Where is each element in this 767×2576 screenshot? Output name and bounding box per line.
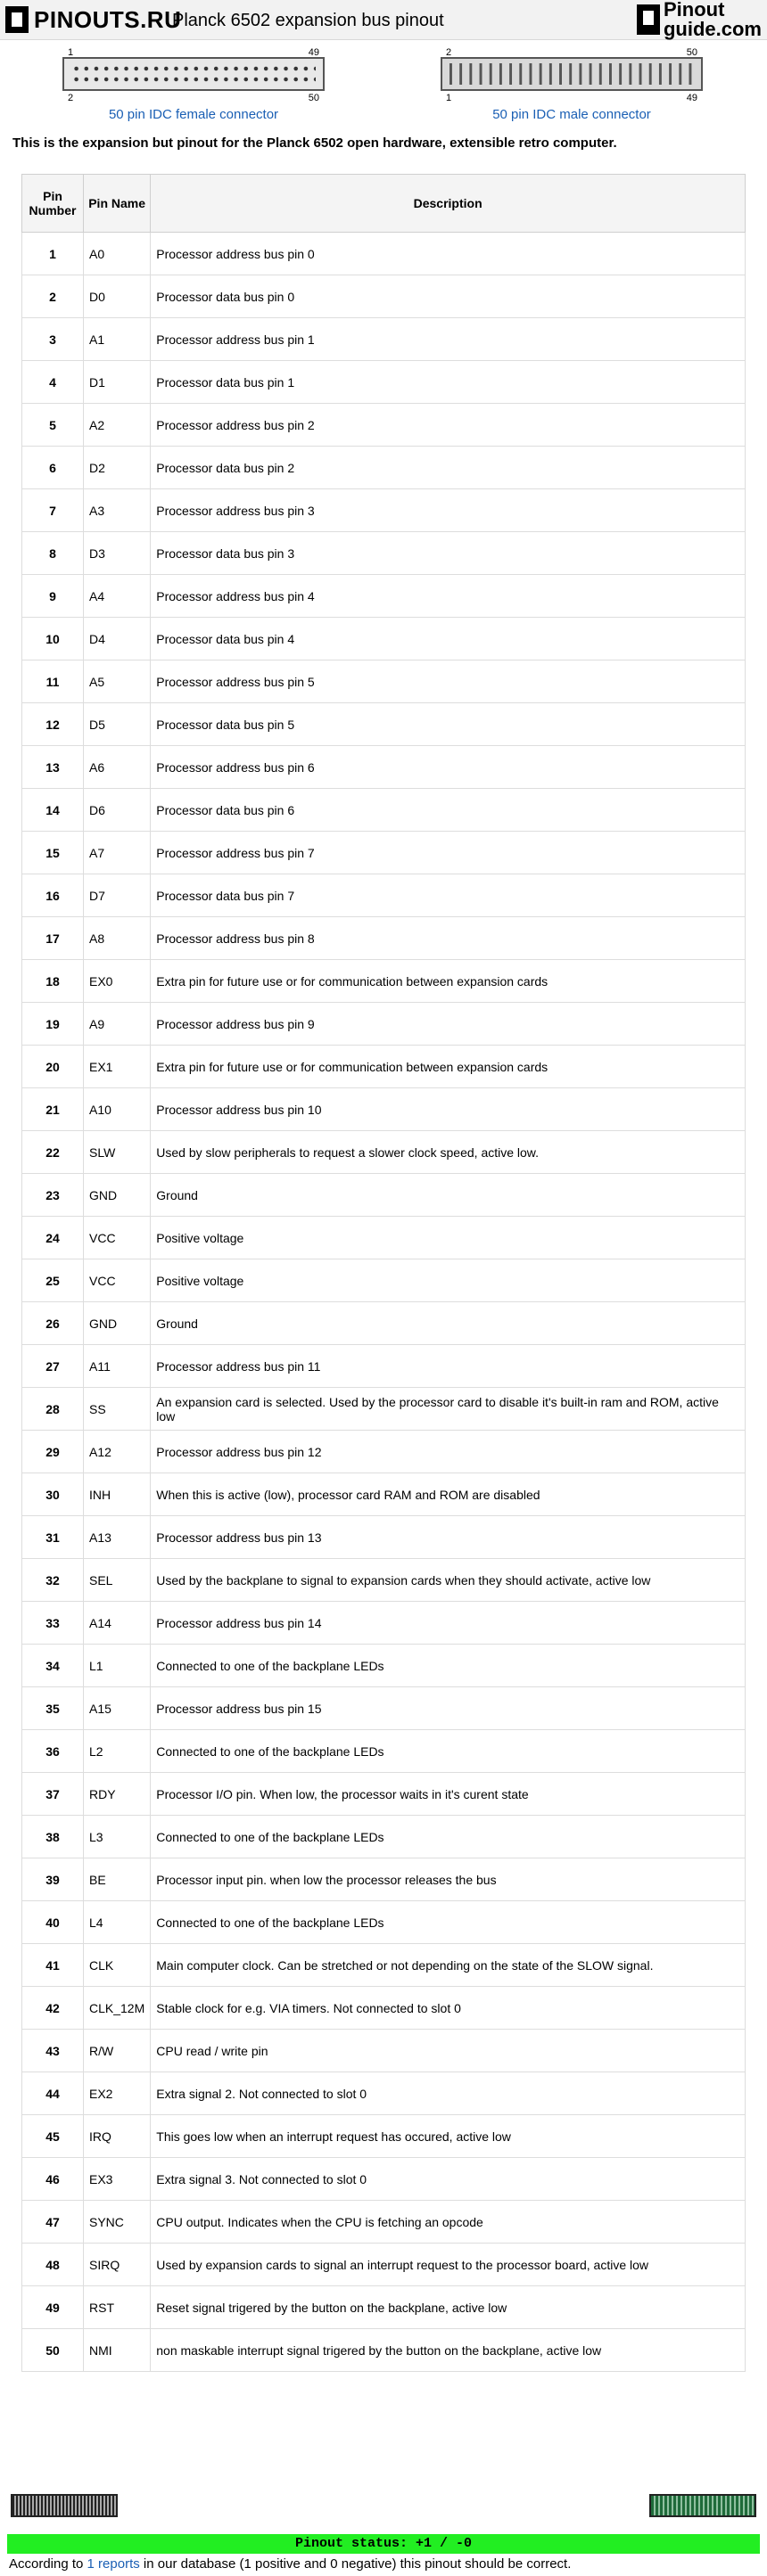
female-connector bbox=[62, 47, 325, 122]
description-cell: Processor address bus pin 9 bbox=[151, 1003, 746, 1046]
table-header-row bbox=[22, 175, 746, 233]
description-cell: Ground bbox=[151, 1302, 746, 1345]
description-cell: Processor data bus pin 6 bbox=[151, 789, 746, 832]
header-pin-number: Pin Number bbox=[22, 175, 84, 233]
pin-name-cell: GND bbox=[84, 1302, 151, 1345]
pin-label: 1 bbox=[68, 47, 74, 58]
pin-number-cell: 20 bbox=[22, 1046, 84, 1088]
pin-number-cell: 47 bbox=[22, 2201, 84, 2244]
pin-name-cell: SEL bbox=[84, 1559, 151, 1602]
pin-name-cell: EX0 bbox=[84, 960, 151, 1003]
pin-number-cell: 6 bbox=[22, 447, 84, 489]
pin-number-cell: 10 bbox=[22, 618, 84, 660]
description-cell: Processor address bus pin 5 bbox=[151, 660, 746, 703]
description-cell: Processor address bus pin 13 bbox=[151, 1516, 746, 1559]
pin-label: 50 bbox=[308, 93, 319, 103]
site-name: PINOUTS.RU bbox=[34, 5, 182, 33]
description-cell: Processor address bus pin 4 bbox=[151, 575, 746, 618]
pin-number-cell: 1 bbox=[22, 233, 84, 275]
reports-link[interactable]: 1 reports bbox=[87, 2556, 140, 2572]
pin-name-cell: SIRQ bbox=[84, 2244, 151, 2286]
table-row bbox=[22, 1944, 746, 1987]
pin-label: 50 bbox=[686, 47, 697, 58]
description-cell: Connected to one of the backplane LEDs bbox=[151, 1901, 746, 1944]
pin-number-cell: 39 bbox=[22, 1858, 84, 1901]
pin-number-cell: 29 bbox=[22, 1431, 84, 1473]
pin-number-cell: 15 bbox=[22, 832, 84, 874]
pin-name-cell: A9 bbox=[84, 1003, 151, 1046]
description-cell: Processor address bus pin 1 bbox=[151, 318, 746, 361]
table-row bbox=[22, 1003, 746, 1046]
pin-number-cell: 11 bbox=[22, 660, 84, 703]
pin-number-cell: 12 bbox=[22, 703, 84, 746]
table-row bbox=[22, 1987, 746, 2030]
table-row bbox=[22, 1730, 746, 1773]
description-cell: An expansion card is selected. Used by the processor card to disable it's built-in ram and ROM, active low bbox=[151, 1388, 746, 1431]
table-row bbox=[22, 1516, 746, 1559]
pin-number-cell: 36 bbox=[22, 1730, 84, 1773]
pin-name-cell: D7 bbox=[84, 874, 151, 917]
pin-name-cell: BE bbox=[84, 1858, 151, 1901]
page-header bbox=[0, 0, 767, 40]
description-cell: Processor data bus pin 4 bbox=[151, 618, 746, 660]
pin-number-cell: 34 bbox=[22, 1645, 84, 1687]
connector-photo bbox=[649, 2494, 756, 2517]
pin-name-cell: A8 bbox=[84, 917, 151, 960]
connector-drawing bbox=[441, 47, 703, 103]
pin-number-cell: 41 bbox=[22, 1944, 84, 1987]
pin-number-cell: 24 bbox=[22, 1217, 84, 1259]
description-cell: Processor data bus pin 0 bbox=[151, 275, 746, 318]
site-logo[interactable] bbox=[5, 5, 181, 34]
pin-name-cell: L2 bbox=[84, 1730, 151, 1773]
table-row bbox=[22, 660, 746, 703]
description-cell: Processor address bus pin 11 bbox=[151, 1345, 746, 1388]
table-row bbox=[22, 1559, 746, 1602]
pin-name-cell: A3 bbox=[84, 489, 151, 532]
pin-name-cell: NMI bbox=[84, 2329, 151, 2372]
pin-number-cell: 7 bbox=[22, 489, 84, 532]
male-connector bbox=[441, 47, 703, 122]
pin-number-cell: 45 bbox=[22, 2115, 84, 2158]
report-prefix: According to bbox=[9, 2556, 87, 2572]
pin-name-cell: A11 bbox=[84, 1345, 151, 1388]
table-row bbox=[22, 1259, 746, 1302]
pin-number-cell: 32 bbox=[22, 1559, 84, 1602]
pin-number-cell: 19 bbox=[22, 1003, 84, 1046]
pin-name-cell: A4 bbox=[84, 575, 151, 618]
table-row bbox=[22, 1046, 746, 1088]
logo-text-top: Pinout bbox=[663, 0, 725, 21]
description-cell: Processor address bus pin 3 bbox=[151, 489, 746, 532]
pinout-status: Pinout status: +1 / -0 bbox=[7, 2534, 760, 2554]
description-cell: Extra signal 3. Not connected to slot 0 bbox=[151, 2158, 746, 2201]
pin-holes bbox=[71, 63, 316, 85]
table-row bbox=[22, 1473, 746, 1516]
pin-number-cell: 28 bbox=[22, 1388, 84, 1431]
pin-name-cell: RST bbox=[84, 2286, 151, 2329]
pin-number-cell: 42 bbox=[22, 1987, 84, 2030]
pin-number-cell: 50 bbox=[22, 2329, 84, 2372]
pin-number-cell: 9 bbox=[22, 575, 84, 618]
pin-name-cell: A14 bbox=[84, 1602, 151, 1645]
table-row bbox=[22, 1858, 746, 1901]
connector-label: 50 pin IDC female connector bbox=[108, 107, 279, 122]
pin-number-cell: 43 bbox=[22, 2030, 84, 2072]
pin-name-cell: VCC bbox=[84, 1259, 151, 1302]
pin-number-cell: 38 bbox=[22, 1816, 84, 1858]
description-cell: Processor address bus pin 12 bbox=[151, 1431, 746, 1473]
pinoutguide-logo[interactable] bbox=[637, 0, 762, 40]
description-cell: Processor data bus pin 3 bbox=[151, 532, 746, 575]
pin-name-cell: A6 bbox=[84, 746, 151, 789]
pin-number-cell: 48 bbox=[22, 2244, 84, 2286]
header-description: Description bbox=[151, 175, 746, 233]
table-row bbox=[22, 2158, 746, 2201]
table-row bbox=[22, 832, 746, 874]
pin-name-cell: GND bbox=[84, 1174, 151, 1217]
pin-name-cell: D6 bbox=[84, 789, 151, 832]
description-cell: Positive voltage bbox=[151, 1259, 746, 1302]
pin-number-cell: 13 bbox=[22, 746, 84, 789]
pin-name-cell: EX2 bbox=[84, 2072, 151, 2115]
table-row bbox=[22, 575, 746, 618]
table-row bbox=[22, 874, 746, 917]
table-body bbox=[22, 233, 746, 2372]
pin-name-cell: A15 bbox=[84, 1687, 151, 1730]
description-cell: Used by slow peripherals to request a slower clock speed, active low. bbox=[151, 1131, 746, 1174]
connector-drawing bbox=[62, 47, 325, 103]
logo-text-bottom: guide.com bbox=[663, 18, 762, 40]
description-cell: Extra pin for future use or for communication between expansion cards bbox=[151, 1046, 746, 1088]
connector-label: 50 pin IDC male connector bbox=[492, 107, 651, 122]
pin-number-cell: 8 bbox=[22, 532, 84, 575]
pin-label: 49 bbox=[686, 93, 697, 103]
description-cell: Processor address bus pin 15 bbox=[151, 1687, 746, 1730]
table-row bbox=[22, 2115, 746, 2158]
description-cell: CPU read / write pin bbox=[151, 2030, 746, 2072]
table-row bbox=[22, 618, 746, 660]
pinout-table bbox=[21, 174, 746, 2372]
pin-name-cell: D2 bbox=[84, 447, 151, 489]
pin-name-cell: A5 bbox=[84, 660, 151, 703]
description-cell: Positive voltage bbox=[151, 1217, 746, 1259]
pin-number-cell: 49 bbox=[22, 2286, 84, 2329]
description-cell: Used by expansion cards to signal an interrupt request to the processor board, active low bbox=[151, 2244, 746, 2286]
pin-number-cell: 33 bbox=[22, 1602, 84, 1645]
pin-name-cell: SLW bbox=[84, 1131, 151, 1174]
pin-name-cell: VCC bbox=[84, 1217, 151, 1259]
table-row bbox=[22, 746, 746, 789]
intro-text: This is the expansion but pinout for the Planck 6502 open hardware, extensible retro computer. bbox=[12, 135, 617, 151]
pin-number-cell: 30 bbox=[22, 1473, 84, 1516]
pin-name-cell: L4 bbox=[84, 1901, 151, 1944]
connector-photo bbox=[11, 2494, 118, 2517]
pin-name-cell: SYNC bbox=[84, 2201, 151, 2244]
pin-name-cell: CLK_12M bbox=[84, 1987, 151, 2030]
pin-name-cell: A10 bbox=[84, 1088, 151, 1131]
logo-icon bbox=[5, 6, 29, 33]
table-row bbox=[22, 1131, 746, 1174]
table-row bbox=[22, 917, 746, 960]
pin-number-cell: 44 bbox=[22, 2072, 84, 2115]
pin-label: 2 bbox=[446, 47, 452, 58]
table-row bbox=[22, 1345, 746, 1388]
description-cell: Processor input pin. when low the processor releases the bus bbox=[151, 1858, 746, 1901]
description-cell: Processor data bus pin 2 bbox=[151, 447, 746, 489]
description-cell: Connected to one of the backplane LEDs bbox=[151, 1645, 746, 1687]
description-cell: Ground bbox=[151, 1174, 746, 1217]
pin-name-cell: EX1 bbox=[84, 1046, 151, 1088]
description-cell: Processor address bus pin 0 bbox=[151, 233, 746, 275]
pin-number-cell: 2 bbox=[22, 275, 84, 318]
pin-number-cell: 4 bbox=[22, 361, 84, 404]
table-row bbox=[22, 2072, 746, 2115]
table-row bbox=[22, 1602, 746, 1645]
table-row bbox=[22, 1217, 746, 1259]
pin-number-cell: 3 bbox=[22, 318, 84, 361]
description-cell: Processor data bus pin 5 bbox=[151, 703, 746, 746]
pin-name-cell: EX3 bbox=[84, 2158, 151, 2201]
table-row bbox=[22, 404, 746, 447]
pin-number-cell: 22 bbox=[22, 1131, 84, 1174]
description-cell: When this is active (low), processor card RAM and ROM are disabled bbox=[151, 1473, 746, 1516]
description-cell: Extra signal 2. Not connected to slot 0 bbox=[151, 2072, 746, 2115]
pin-name-cell: A12 bbox=[84, 1431, 151, 1473]
table-row bbox=[22, 703, 746, 746]
table-row bbox=[22, 233, 746, 275]
pin-label: 2 bbox=[68, 93, 74, 103]
table-row bbox=[22, 361, 746, 404]
description-cell: Main computer clock. Can be stretched or not depending on the state of the SLOW signal. bbox=[151, 1944, 746, 1987]
table-row bbox=[22, 1174, 746, 1217]
pin-number-cell: 46 bbox=[22, 2158, 84, 2201]
pin-number-cell: 14 bbox=[22, 789, 84, 832]
description-cell: Processor address bus pin 10 bbox=[151, 1088, 746, 1131]
description-cell: Processor I/O pin. When low, the processor waits in it's curent state bbox=[151, 1773, 746, 1816]
description-cell: Processor data bus pin 1 bbox=[151, 361, 746, 404]
pin-name-cell: INH bbox=[84, 1473, 151, 1516]
table-row bbox=[22, 1302, 746, 1345]
table-row bbox=[22, 447, 746, 489]
table-row bbox=[22, 489, 746, 532]
page-title: Planck 6502 expansion bus pinout bbox=[172, 11, 444, 30]
pin-number-cell: 40 bbox=[22, 1901, 84, 1944]
pin-name-cell: SS bbox=[84, 1388, 151, 1431]
table-row bbox=[22, 1773, 746, 1816]
table-row bbox=[22, 2329, 746, 2372]
table-row bbox=[22, 1388, 746, 1431]
table-row bbox=[22, 2244, 746, 2286]
table-row bbox=[22, 2030, 746, 2072]
description-cell: Extra pin for future use or for communication between expansion cards bbox=[151, 960, 746, 1003]
description-cell: Connected to one of the backplane LEDs bbox=[151, 1816, 746, 1858]
pin-name-cell: L3 bbox=[84, 1816, 151, 1858]
pin-number-cell: 37 bbox=[22, 1773, 84, 1816]
pin-name-cell: D1 bbox=[84, 361, 151, 404]
pin-name-cell: A7 bbox=[84, 832, 151, 874]
description-cell: Processor address bus pin 7 bbox=[151, 832, 746, 874]
description-cell: Processor address bus pin 6 bbox=[151, 746, 746, 789]
table-row bbox=[22, 2286, 746, 2329]
pin-name-cell: RDY bbox=[84, 1773, 151, 1816]
table-row bbox=[22, 2201, 746, 2244]
pin-number-cell: 21 bbox=[22, 1088, 84, 1131]
pin-label: 1 bbox=[446, 93, 452, 103]
table-row bbox=[22, 1687, 746, 1730]
description-cell: non maskable interrupt signal trigered by the button on the backplane, active low bbox=[151, 2329, 746, 2372]
report-text bbox=[9, 2556, 571, 2572]
description-cell: Reset signal trigered by the button on the backplane, active low bbox=[151, 2286, 746, 2329]
pin-number-cell: 23 bbox=[22, 1174, 84, 1217]
table-row bbox=[22, 318, 746, 361]
table-row bbox=[22, 960, 746, 1003]
description-cell: CPU output. Indicates when the CPU is fetching an opcode bbox=[151, 2201, 746, 2244]
pin-name-cell: A13 bbox=[84, 1516, 151, 1559]
description-cell: Processor address bus pin 14 bbox=[151, 1602, 746, 1645]
report-suffix: in our database (1 positive and 0 negative) this pinout should be correct. bbox=[139, 2556, 572, 2572]
table-row bbox=[22, 789, 746, 832]
pin-number-cell: 17 bbox=[22, 917, 84, 960]
logo-icon bbox=[637, 4, 660, 35]
pin-name-cell: IRQ bbox=[84, 2115, 151, 2158]
description-cell: Processor data bus pin 7 bbox=[151, 874, 746, 917]
pin-number-cell: 18 bbox=[22, 960, 84, 1003]
pin-name-cell: R/W bbox=[84, 2030, 151, 2072]
pin-name-cell: A1 bbox=[84, 318, 151, 361]
pin-name-cell: CLK bbox=[84, 1944, 151, 1987]
description-cell: Processor address bus pin 8 bbox=[151, 917, 746, 960]
pin-name-cell: D0 bbox=[84, 275, 151, 318]
description-cell: Stable clock for e.g. VIA timers. Not connected to slot 0 bbox=[151, 1987, 746, 2030]
pin-number-cell: 25 bbox=[22, 1259, 84, 1302]
description-cell: This goes low when an interrupt request has occured, active low bbox=[151, 2115, 746, 2158]
table-row bbox=[22, 532, 746, 575]
pin-name-cell: D4 bbox=[84, 618, 151, 660]
table-row bbox=[22, 275, 746, 318]
pin-number-cell: 27 bbox=[22, 1345, 84, 1388]
pin-number-cell: 16 bbox=[22, 874, 84, 917]
description-cell: Connected to one of the backplane LEDs bbox=[151, 1730, 746, 1773]
pin-number-cell: 26 bbox=[22, 1302, 84, 1345]
pin-headers bbox=[449, 63, 694, 85]
pin-label: 49 bbox=[308, 47, 319, 58]
pin-name-cell: D3 bbox=[84, 532, 151, 575]
table-row bbox=[22, 1088, 746, 1131]
description-cell: Used by the backplane to signal to expansion cards when they should activate, active low bbox=[151, 1559, 746, 1602]
pin-number-cell: 31 bbox=[22, 1516, 84, 1559]
header-pin-name: Pin Name bbox=[84, 175, 151, 233]
table-row bbox=[22, 1431, 746, 1473]
table-row bbox=[22, 1816, 746, 1858]
pin-name-cell: L1 bbox=[84, 1645, 151, 1687]
pin-name-cell: A2 bbox=[84, 404, 151, 447]
pin-name-cell: A0 bbox=[84, 233, 151, 275]
description-cell: Processor address bus pin 2 bbox=[151, 404, 746, 447]
pin-number-cell: 35 bbox=[22, 1687, 84, 1730]
table-row bbox=[22, 1901, 746, 1944]
pin-number-cell: 5 bbox=[22, 404, 84, 447]
table-row bbox=[22, 1645, 746, 1687]
pin-name-cell: D5 bbox=[84, 703, 151, 746]
